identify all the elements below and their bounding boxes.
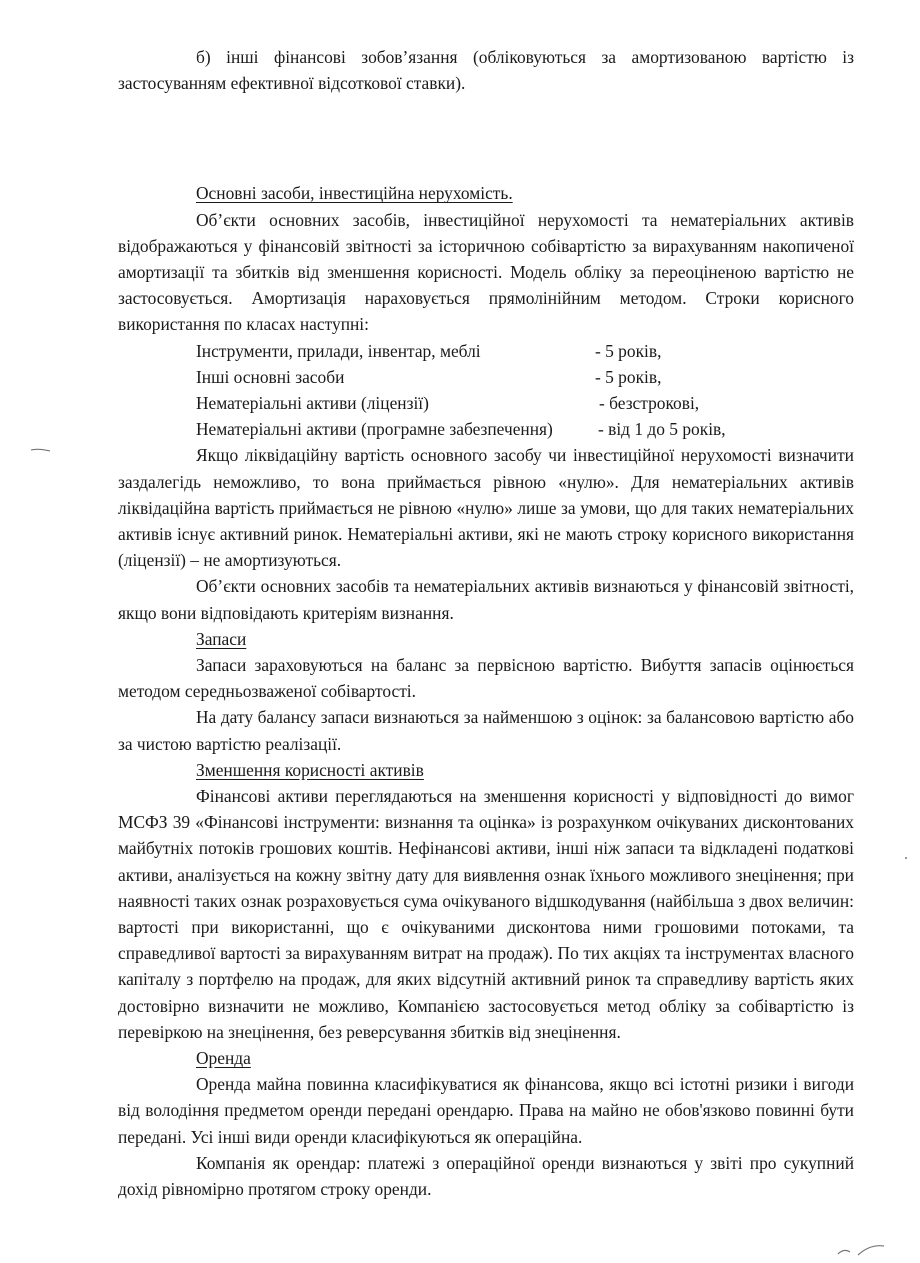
- useful-life-label: Нематеріальні активи (програмне забезпечення): [196, 419, 553, 440]
- margin-dot-mark: [903, 855, 909, 861]
- fixed-assets-heading: Основні засоби, інвестиційна нерухомість.: [196, 183, 513, 204]
- inventories-paragraph-1: Запаси зараховуються на баланс за первісною вартістю. Вибуття запасів оцінюється методом середньозваженої собівартості.: [118, 655, 854, 702]
- useful-life-label: Нематеріальні активи (ліцензії): [196, 393, 429, 413]
- useful-life-row: [118, 390, 854, 416]
- useful-life-value: - 5 років,: [595, 366, 662, 387]
- useful-life-row: [118, 416, 854, 442]
- useful-life-label: Інші основні засоби: [196, 366, 345, 387]
- inventories-paragraph-2: На дату балансу запаси визнаються за найменшою з оцінок: за балансовою вартістю або за чистою вартістю реалізації.: [118, 707, 854, 754]
- fixed-assets-paragraph-1: Об’єкти основних засобів, інвестиційної нерухомості та нематеріальних активів відображаються у фінансовій звітності за історичною собівартістю за вирахуванням накопиченої амортизації та збитків від зменшення корисності. Модель обліку за переоціненою вартістю не застосовується. Амортизація нараховується прямолінійним методом. Строки корисного використання по класах наступні:: [118, 209, 854, 335]
- useful-lives-list: [118, 338, 854, 443]
- impairment-heading: Зменшення корисності активів: [196, 759, 424, 780]
- intro-paragraph: б) інші фінансові зобов’язання (обліковуються за амортизованою вартістю із застосуванням ефективної відсоткової ставки).: [118, 47, 854, 94]
- document-body: [118, 44, 854, 1202]
- impairment-paragraph: Фінансові активи переглядаються на зменшення корисності у відповідності до вимог МСФЗ 39 «Фінансові інструменти: визнання та оцінка» із розрахунком очікуваних дисконтованих майбутніх потоків грошових коштів. Нефінансові активи, інші ніж запаси та відкладені податкові активи, аналізується на кожну звітну дату для виявлення ознак їхнього можливого знецінення; при наявності таких ознак розраховується сума очікуваного відшкодування (найбільша з двох величин: вартості при використанні, що є очікуваними дисконтова ними грошовими потоками, та справедливої вартості за вирахуванням витрат на продаж). По тих акціях та інструментах власного капіталу з портфелю на продаж, для яких відсутній активний ринок та справедливу вартість яких достовірно визначити не можливо, Компанією застосовується метод обліку за собівартістю із перевіркою на знецінення, без реверсування збитків від знецінення.: [118, 786, 854, 1042]
- fixed-assets-paragraph-3: Об’єкти основних засобів та нематеріальних активів визнаються у фінансовій звітності, якщо вони відповідають критеріям визнання.: [118, 576, 854, 623]
- section-spacer: [118, 96, 854, 180]
- useful-life-value: - безстрокові,: [599, 393, 700, 413]
- useful-life-row: [118, 338, 854, 364]
- page-corner-signature-mark: [836, 1240, 888, 1258]
- useful-life-label: Інструменти, прилади, інвентар, меблі: [196, 340, 481, 361]
- lease-paragraph-2: Компанія як орендар: платежі з операційної оренди визнаються у звіті про сукупний дохід рівномірно протягом строку оренди.: [118, 1152, 854, 1200]
- useful-life-row: [118, 364, 854, 390]
- inventories-heading: Запаси: [196, 628, 247, 649]
- lease-paragraph-1: Оренда майна повинна класифікуватися як фінансова, якщо всі істотні ризики і вигоди від володіння предметом оренди передані орендарю. Права на майно не обов'язково повинні бути передані. Усі інші види оренди класифікуються як операційна.: [118, 1074, 854, 1147]
- fixed-assets-paragraph-2: Якщо ліквідаційну вартість основного засобу чи інвестиційної нерухомості визначити заздалегідь неможливо, то вона приймається рівною «нулю». Для нематеріальних активів ліквідаційна вартість приймається не рівною «нулю» лише за умови, що для таких нематеріальних активів існує активний ринок. Нематеріальні активи, які не мають строку корисного використання (ліцензії) – не амортизуються.: [118, 445, 854, 571]
- margin-pen-mark: [30, 446, 52, 454]
- useful-life-value: - 5 років,: [595, 340, 662, 361]
- useful-life-value: - від 1 до 5 років,: [598, 419, 726, 440]
- lease-heading: Оренда: [196, 1048, 251, 1069]
